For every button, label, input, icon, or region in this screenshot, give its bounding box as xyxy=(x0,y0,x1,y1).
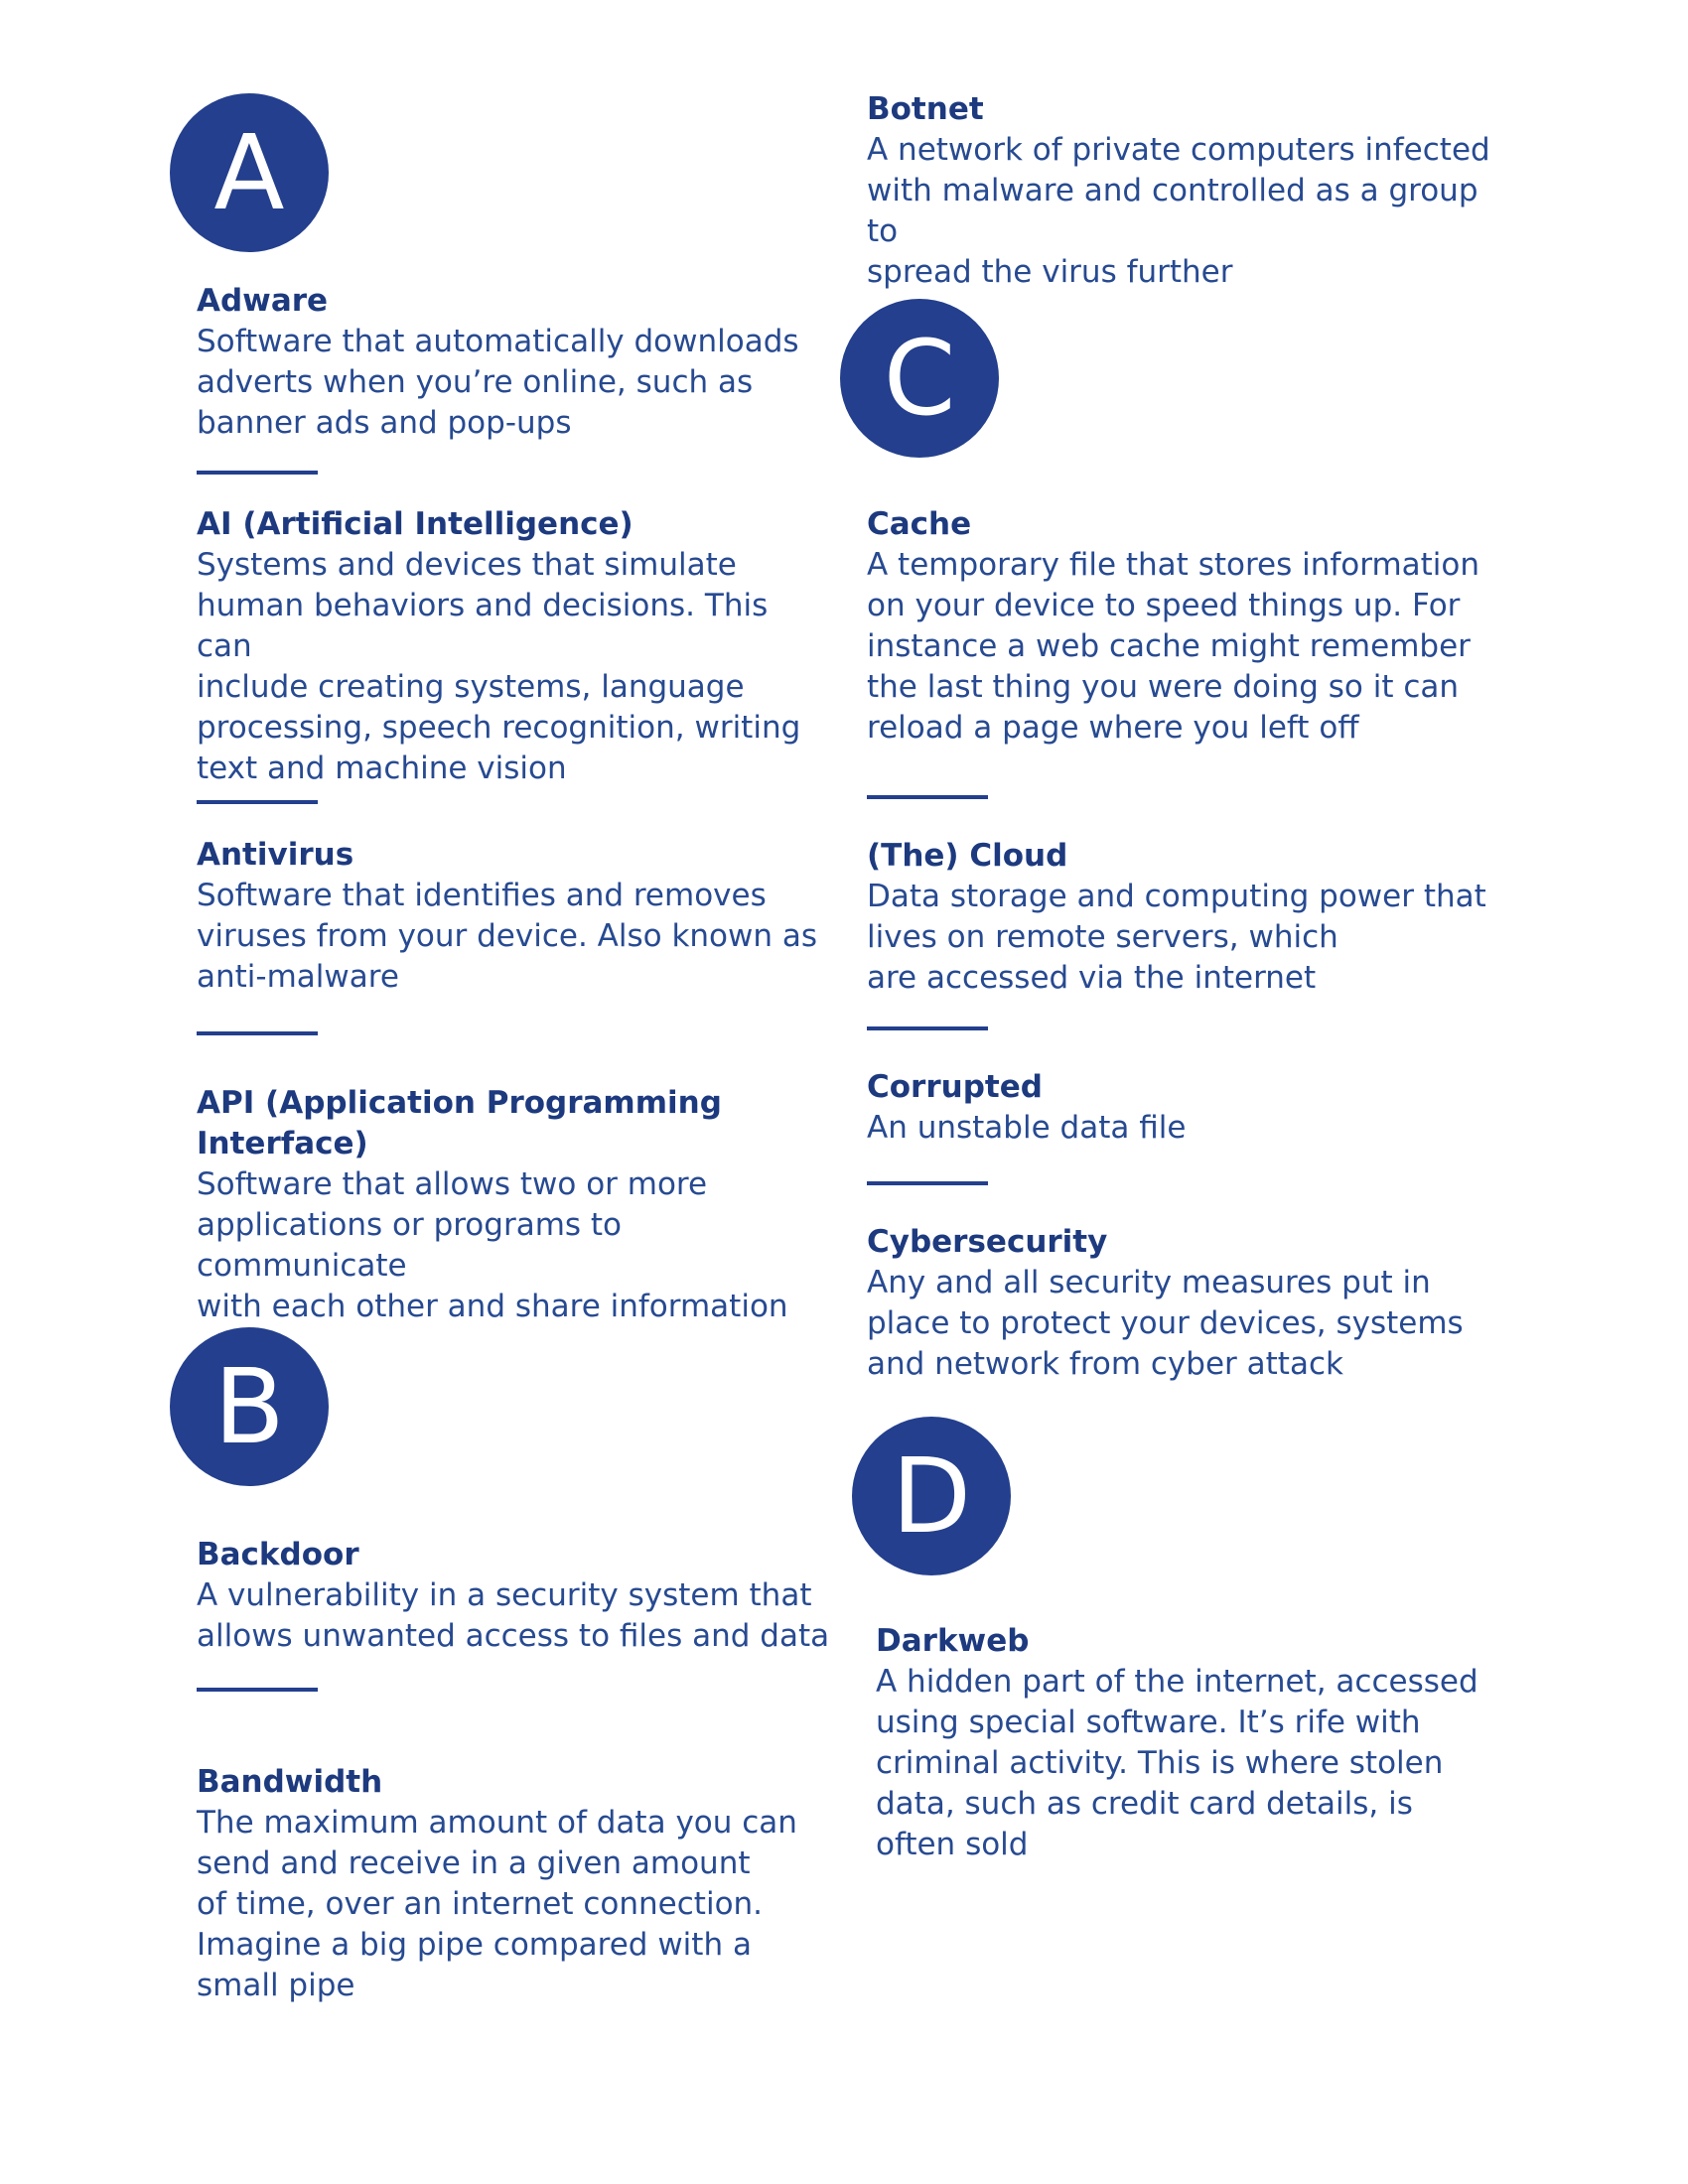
entry-darkweb xyxy=(876,1621,1511,1865)
term-api: API (Application Programming Interface) xyxy=(197,1085,722,1161)
definition-darkweb: A hidden part of the internet, accessed using special software. It’s rife with criminal activity. This is where stolen data, such as credit card details, is often sold xyxy=(876,1664,1478,1862)
entry-cloud xyxy=(867,836,1502,999)
letter-a-badge xyxy=(170,93,329,252)
definition-botnet: A network of private computers infected with malware and controlled as a group to spread the virus further xyxy=(867,132,1490,290)
divider-backdoor xyxy=(197,1688,318,1692)
entry-antivirus xyxy=(197,835,832,998)
term-antivirus: Antivirus xyxy=(197,837,354,873)
definition-adware: Software that automatically downloads adverts when you’re online, such as banner ads and pop-ups xyxy=(197,324,799,441)
divider-adware xyxy=(197,471,318,475)
definition-backdoor: A vulnerability in a security system that allows unwanted access to files and data xyxy=(197,1577,830,1654)
divider-cloud xyxy=(867,1026,988,1030)
entry-corrupted xyxy=(867,1067,1502,1149)
letter-b: B xyxy=(213,1346,285,1467)
definition-cache: A temporary file that stores information on your device to speed things up. For instance a web cache might remember the last thing you were doing so it can reload a page where you left off xyxy=(867,547,1480,746)
definition-api: Software that allows two or more applications or programs to communicate with each other and share information xyxy=(197,1166,788,1324)
term-backdoor: Backdoor xyxy=(197,1537,359,1572)
entry-cybersecurity xyxy=(867,1222,1502,1385)
letter-b-badge xyxy=(170,1327,329,1486)
entry-backdoor xyxy=(197,1535,832,1657)
definition-cloud: Data storage and computing power that lives on remote servers, which are accessed via the internet xyxy=(867,879,1486,996)
definition-antivirus: Software that identifies and removes viruses from your device. Also known as anti-malware xyxy=(197,878,818,995)
letter-d: D xyxy=(891,1435,972,1557)
letter-a: A xyxy=(213,112,285,233)
divider-antivirus xyxy=(197,1031,318,1035)
term-botnet: Botnet xyxy=(867,91,984,127)
letter-c: C xyxy=(883,318,956,439)
term-bandwidth: Bandwidth xyxy=(197,1764,383,1800)
term-cybersecurity: Cybersecurity xyxy=(867,1224,1108,1260)
definition-cybersecurity: Any and all security measures put in place to protect your devices, systems and network from cyber attack xyxy=(867,1265,1464,1382)
definition-bandwidth: The maximum amount of data you can send and receive in a given amount of time, over an internet connection. Imagine a big pipe compared with a small pipe xyxy=(197,1805,797,2003)
term-cache: Cache xyxy=(867,506,972,542)
term-corrupted: Corrupted xyxy=(867,1069,1043,1105)
term-cloud: (The) Cloud xyxy=(867,838,1068,874)
divider-corrupted xyxy=(867,1181,988,1185)
term-ai: AI (Artificial Intelligence) xyxy=(197,506,633,542)
entry-bandwidth xyxy=(197,1762,832,2006)
divider-cache xyxy=(867,795,988,799)
entry-ai xyxy=(197,504,832,789)
term-darkweb: Darkweb xyxy=(876,1623,1030,1659)
letter-c-badge xyxy=(840,299,999,458)
letter-d-badge xyxy=(852,1417,1011,1575)
definition-corrupted: An unstable data file xyxy=(867,1110,1187,1146)
entry-botnet xyxy=(867,89,1502,293)
definition-ai: Systems and devices that simulate human behaviors and decisions. This can include creating systems, language processing, speech recognition, writing text and machine vision xyxy=(197,547,801,786)
divider-ai xyxy=(197,800,318,804)
entry-adware xyxy=(197,281,832,444)
entry-api xyxy=(197,1083,832,1327)
term-adware: Adware xyxy=(197,283,329,319)
entry-cache xyxy=(867,504,1502,749)
